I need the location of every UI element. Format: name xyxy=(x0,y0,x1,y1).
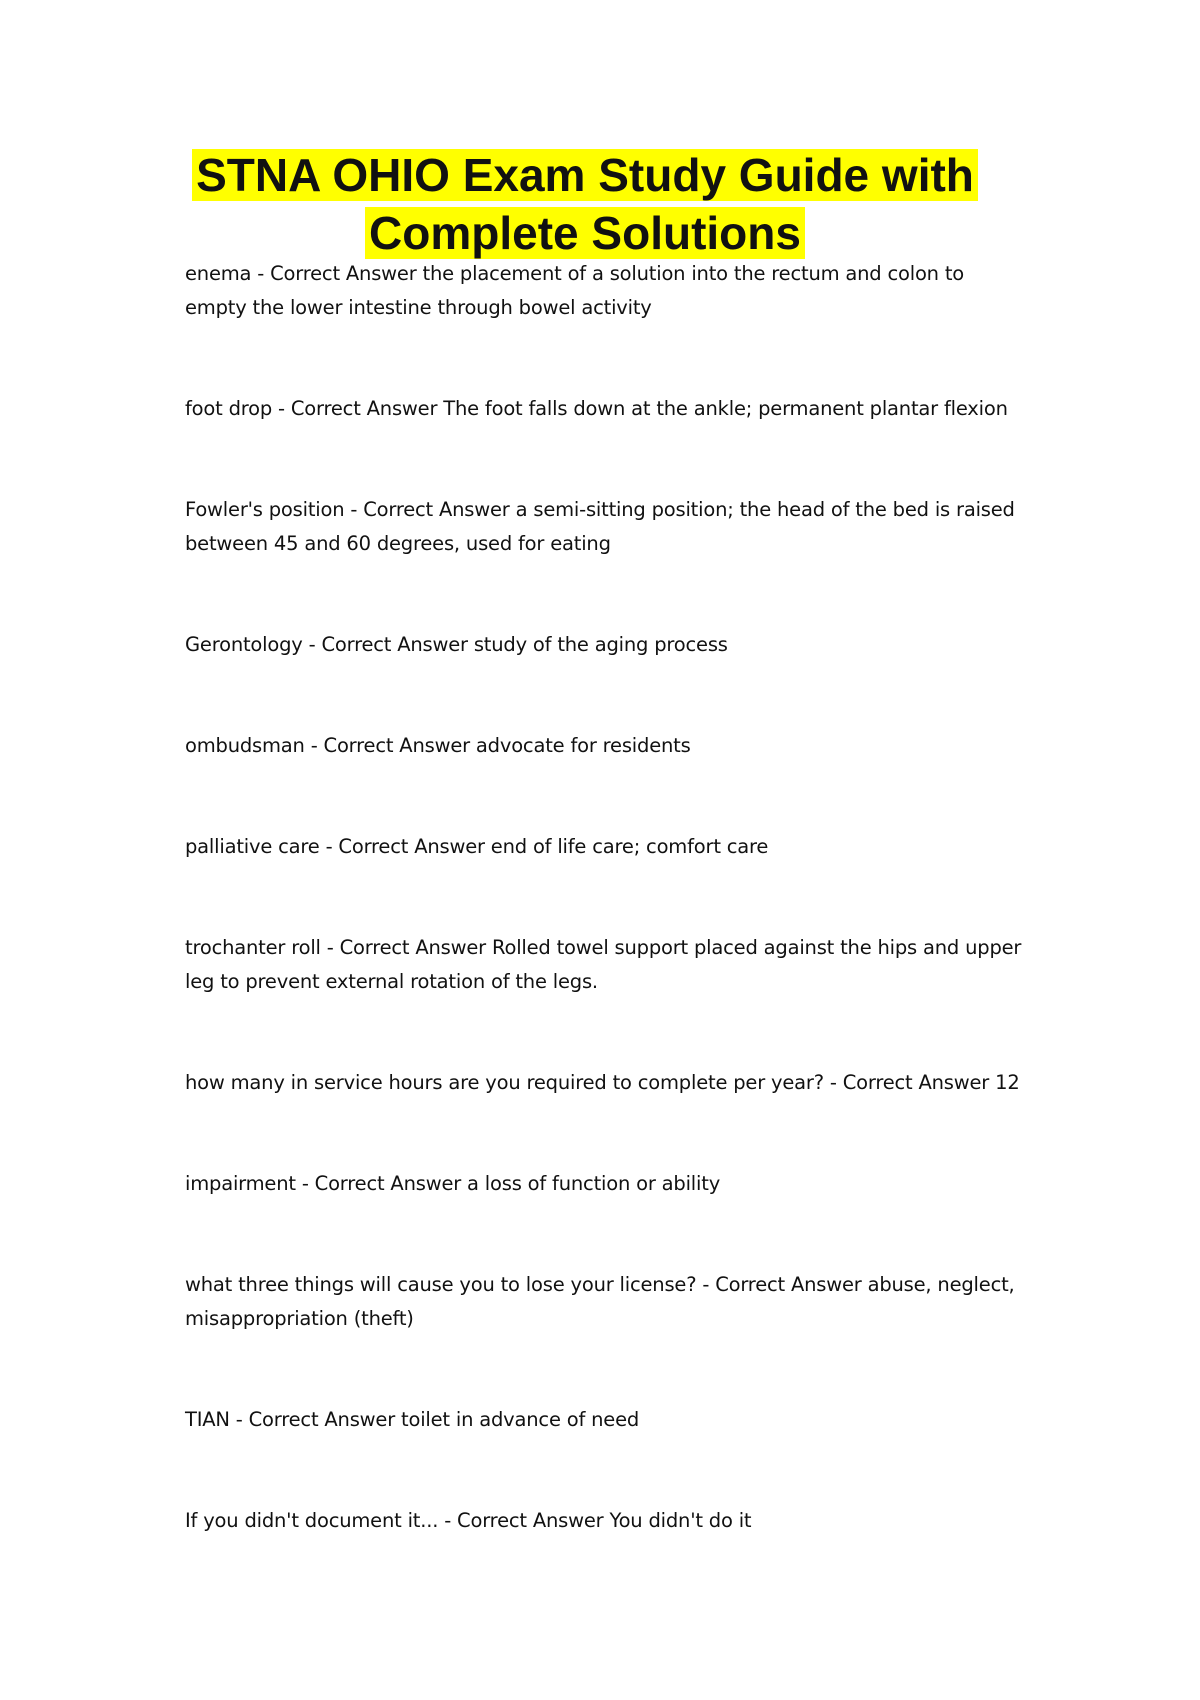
flashcard-entry: ombudsman - Correct Answer advocate for residents xyxy=(185,734,691,757)
flashcard-list xyxy=(185,257,1025,1605)
flashcard-entry: If you didn't document it... - Correct Answer You didn't do it xyxy=(185,1509,752,1532)
flashcard-entry: enema - Correct Answer the placement of a solution into the rectum and colon to empty the lower intestine through bowel activity xyxy=(185,262,965,319)
flashcard-entry: palliative care - Correct Answer end of life care; comfort care xyxy=(185,835,769,858)
flashcard-entry: impairment - Correct Answer a loss of function or ability xyxy=(185,1172,721,1195)
flashcard-entry: trochanter roll - Correct Answer Rolled towel support placed against the hips and upper leg to prevent external rotation of the legs. xyxy=(185,936,1022,993)
flashcard-entry: foot drop - Correct Answer The foot falls down at the ankle; permanent plantar flexion xyxy=(185,397,1008,420)
flashcard-entry: TIAN - Correct Answer toilet in advance of need xyxy=(185,1408,640,1431)
title-highlight: STNA OHIO Exam Study Guide with Complete Solutions xyxy=(192,149,978,259)
flashcard-entry: Gerontology - Correct Answer study of the aging process xyxy=(185,633,728,656)
flashcard-entry: how many in service hours are you required to complete per year? - Correct Answer 12 xyxy=(185,1071,1020,1094)
flashcard-entry: Fowler's position - Correct Answer a semi-sitting position; the head of the bed is raised between 45 and 60 degrees, used for eating xyxy=(185,498,1015,555)
document-title xyxy=(185,146,985,262)
flashcard-entry: what three things will cause you to lose your license? - Correct Answer abuse, neglect, misappropriation (theft) xyxy=(185,1273,1015,1330)
